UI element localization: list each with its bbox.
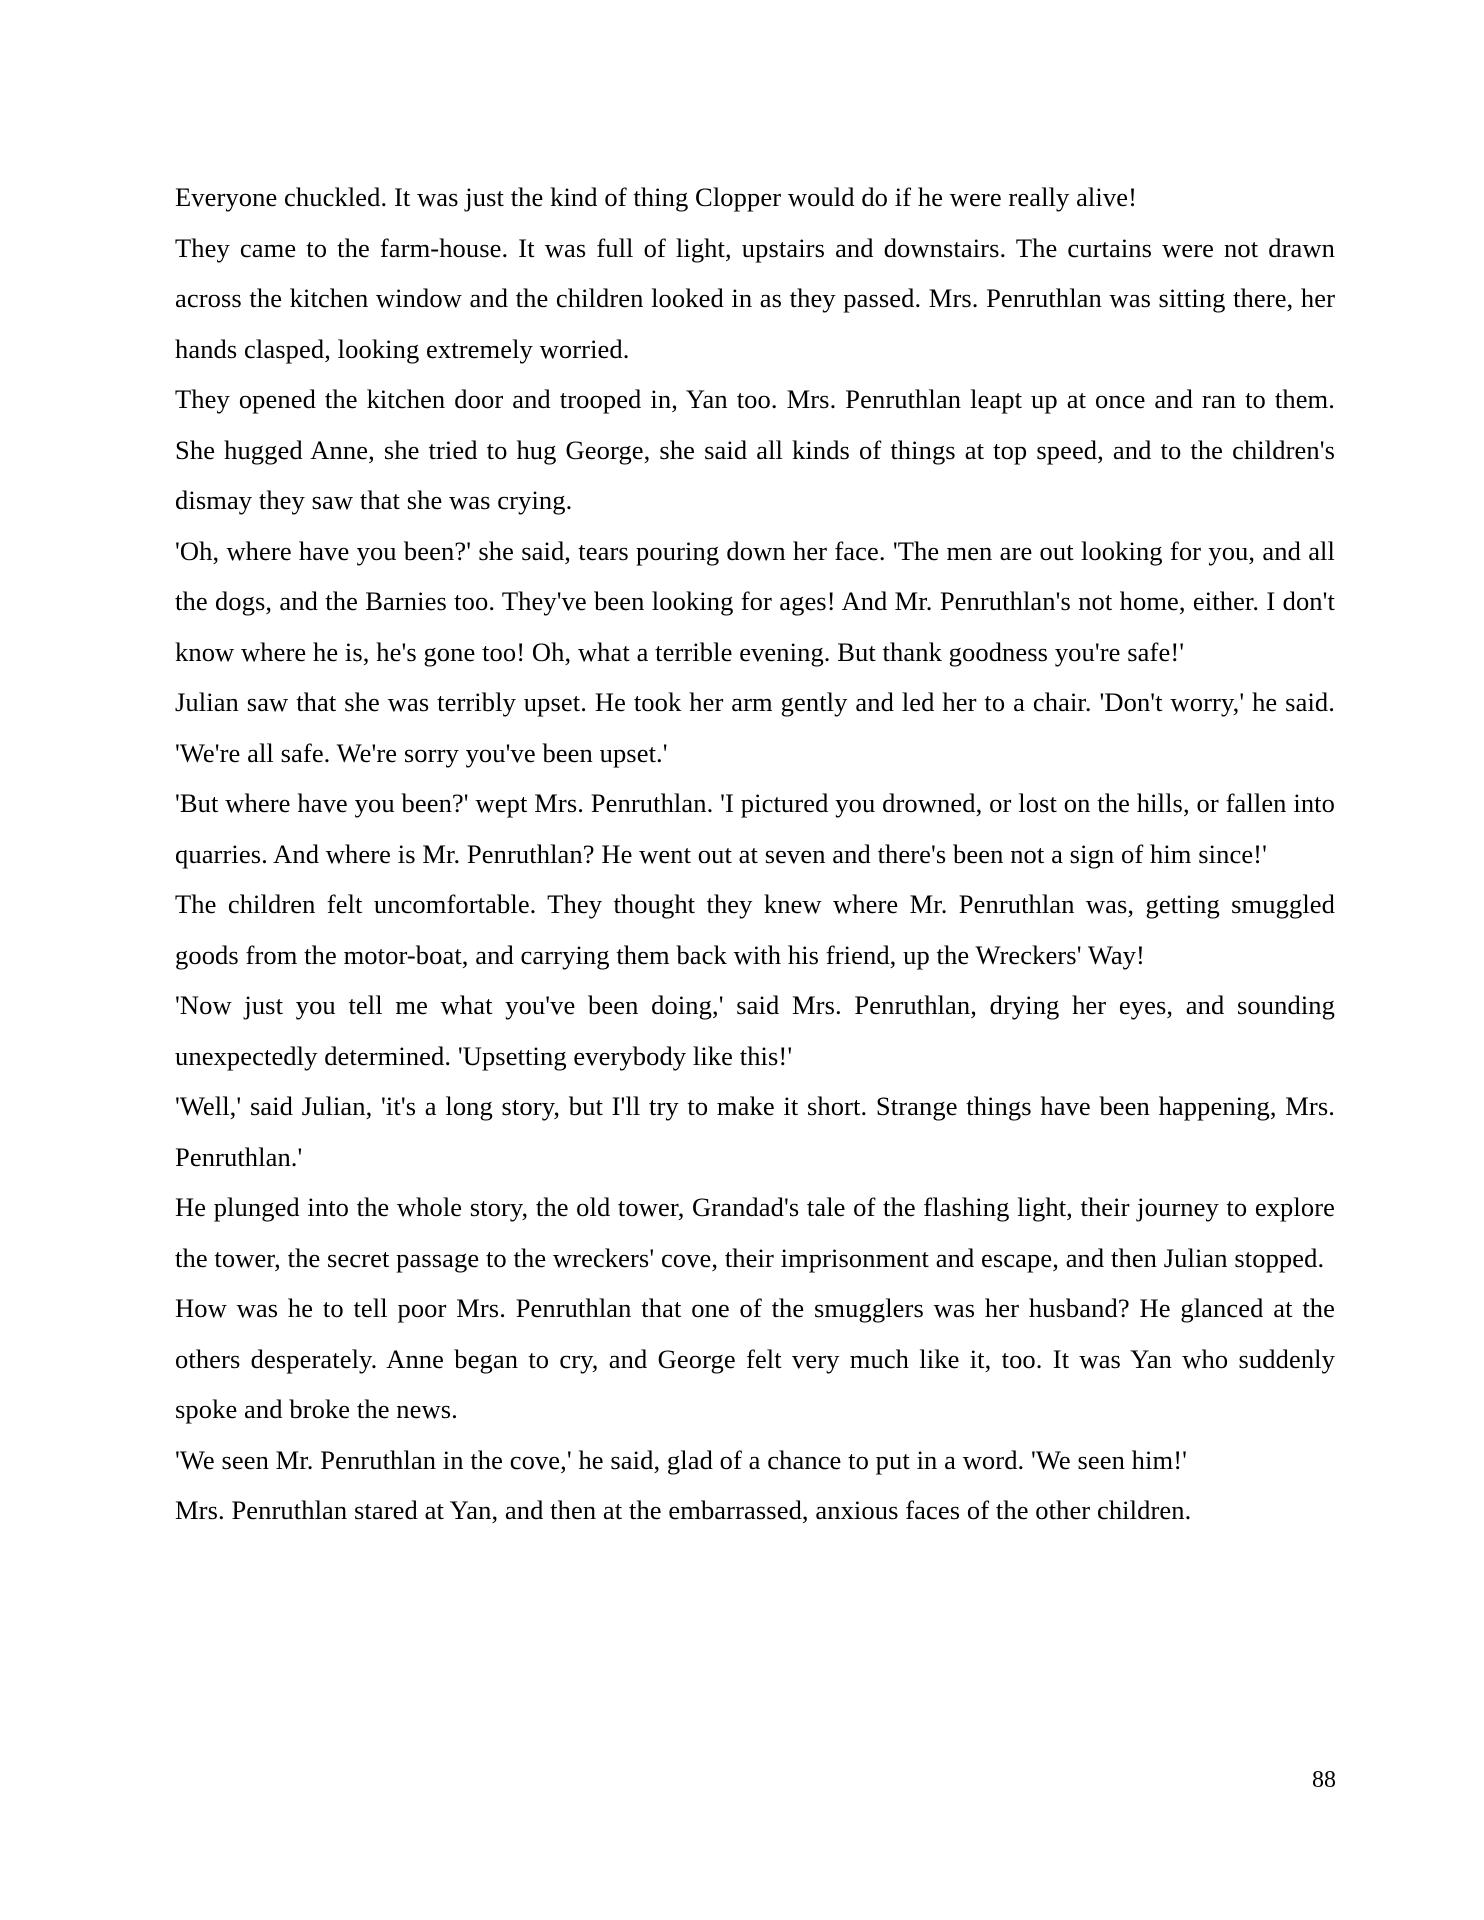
paragraph: 'Well,' said Julian, 'it's a long story, but I'll try to make it short. Strange things have been happening, Mrs. Penruthlan.' — [175, 1091, 1335, 1172]
page-body — [175, 172, 1335, 1536]
paragraph: Everyone chuckled. It was just the kind of thing Clopper would do if he were really alive! — [175, 182, 1137, 212]
paragraph: How was he to tell poor Mrs. Penruthlan that one of the smugglers was her husband? He glanced at the others desperately. Anne began to cry, and George felt very much like it, too. It was Yan who suddenly spoke and broke the news. — [175, 1293, 1335, 1424]
paragraph: Mrs. Penruthlan stared at Yan, and then at the embarrassed, anxious faces of the other children. — [175, 1495, 1192, 1525]
paragraph: He plunged into the whole story, the old tower, Grandad's tale of the flashing light, their journey to explore the tower, the secret passage to the wreckers' cove, their imprisonment and escape, and then Julian stopped. — [175, 1192, 1335, 1273]
paragraph: They opened the kitchen door and trooped in, Yan too. Mrs. Penruthlan leapt up at once and ran to them. She hugged Anne, she tried to hug George, she said all kinds of things at top speed, and to the children's dismay they saw that she was crying. — [175, 384, 1335, 515]
paragraph: 'We seen Mr. Penruthlan in the cove,' he said, glad of a chance to put in a word. 'We seen him!' — [175, 1444, 1187, 1475]
paragraph: 'But where have you been?' wept Mrs. Penruthlan. 'I pictured you drowned, or lost on the hills, or fallen into quarries. And where is Mr. Penruthlan? He went out at seven and there's been not a sign of him since!' — [175, 788, 1335, 869]
paragraph: 'Now just you tell me what you've been doing,' said Mrs. Penruthlan, drying her eyes, and sounding unexpectedly determined. 'Upsetting everybody like this!' — [175, 990, 1335, 1071]
paragraph: 'Oh, where have you been?' she said, tears pouring down her face. 'The men are out looking for you, and all the dogs, and the Barnies too. They've been looking for ages! And Mr. Penruthlan's not home, either. I don't know where he is, he's gone too! Oh, what a terrible evening. But thank goodness you're safe!' — [175, 535, 1335, 667]
paragraph: The children felt uncomfortable. They thought they knew where Mr. Penruthlan was, getting smuggled goods from the motor-boat, and carrying them back with his friend, up the Wreckers' Way! — [175, 889, 1335, 970]
page-number: 88 — [1312, 1767, 1336, 1793]
paragraph: They came to the farm-house. It was full of light, upstairs and downstairs. The curtains were not drawn across the kitchen window and the children looked in as they passed. Mrs. Penruthlan was sitting there, her hands clasped, looking extremely worried. — [175, 232, 1335, 364]
paragraph: Julian saw that she was terribly upset. He took her arm gently and led her to a chair. 'Don't worry,' he said. 'We're all safe. We're sorry you've been upset.' — [175, 687, 1335, 768]
